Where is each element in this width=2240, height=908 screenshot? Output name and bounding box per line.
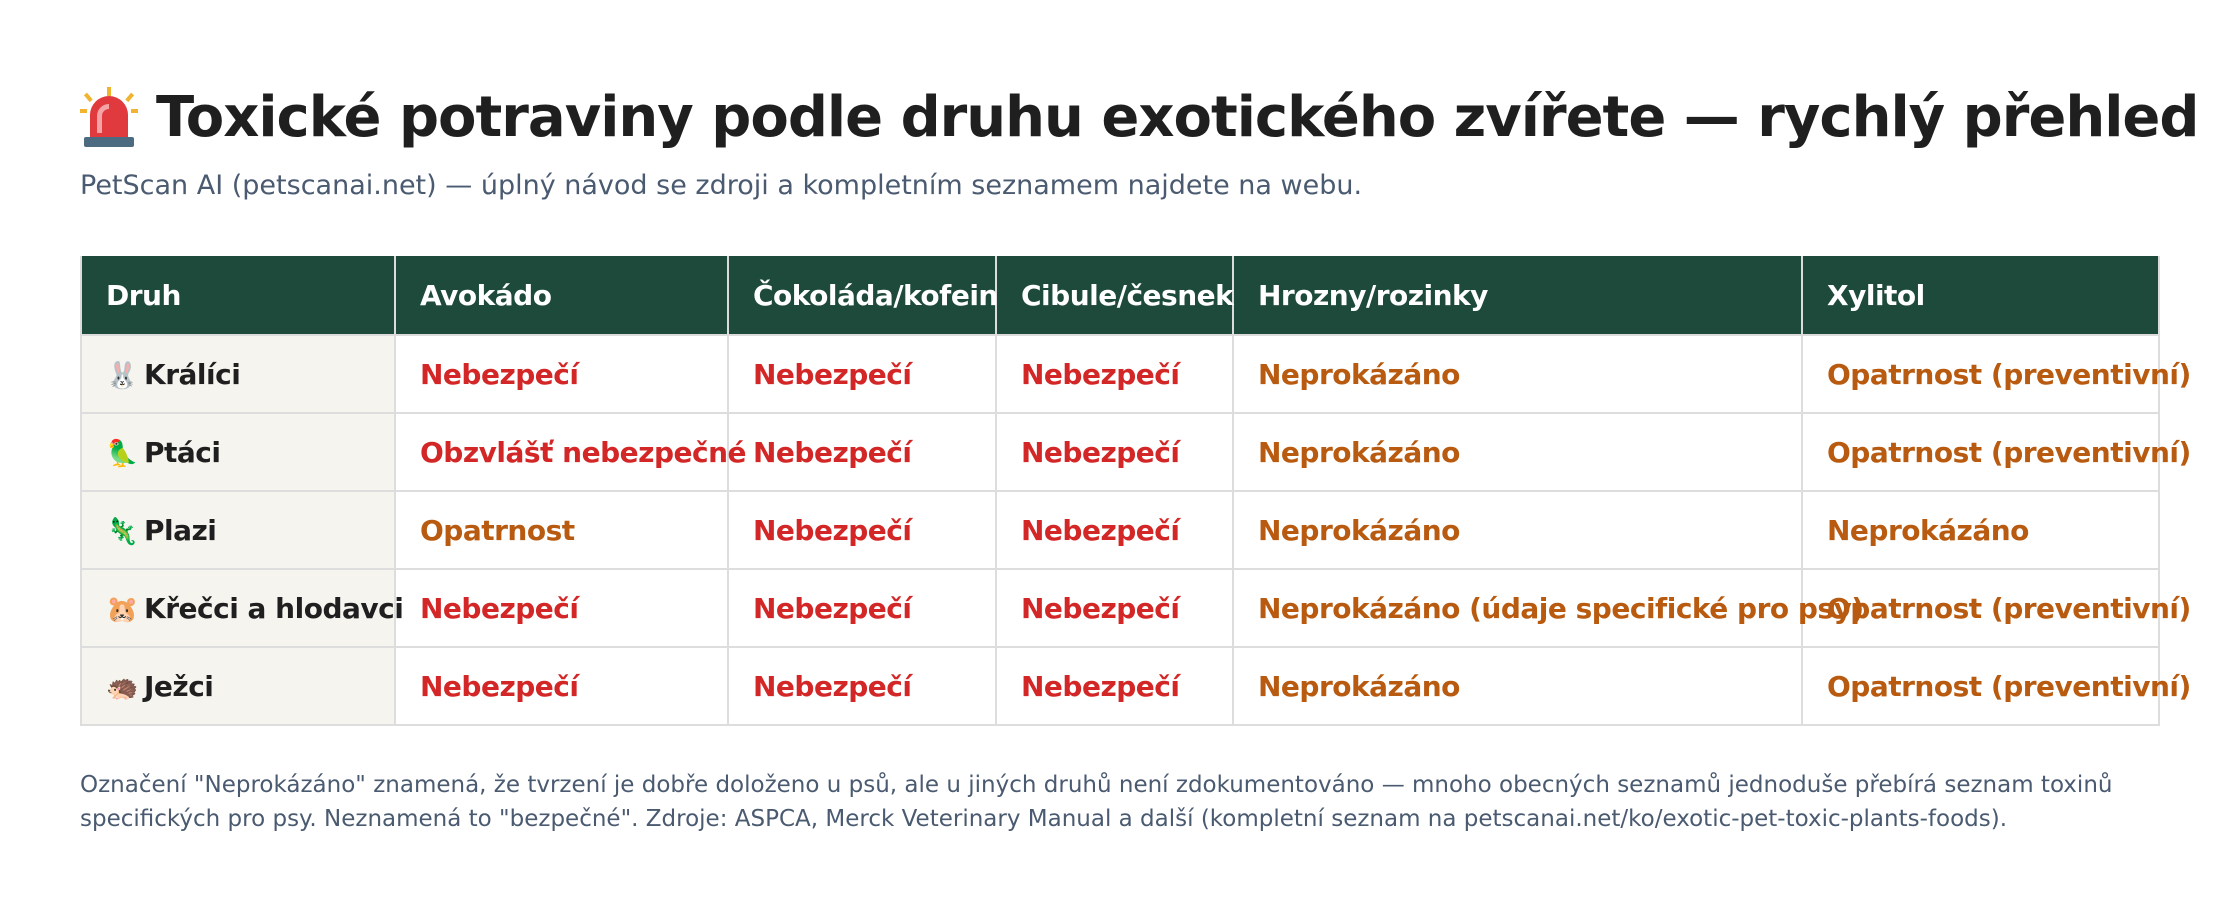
column-header: Cibule/česnek <box>996 256 1233 335</box>
column-header: Čokoláda/kofein <box>728 256 996 335</box>
status-cell: Nebezpečí <box>728 647 996 725</box>
status-cell: Nebezpečí <box>395 335 728 413</box>
species-name: Králíci <box>144 357 241 391</box>
table-header-row <box>81 256 2159 335</box>
status-cell: Opatrnost (preventivní) <box>1802 647 2159 725</box>
species-name: Plazi <box>144 513 217 547</box>
status-cell: Obzvlášť nebezpečné <box>395 413 728 491</box>
table-row <box>81 491 2159 569</box>
column-header: Xylitol <box>1802 256 2159 335</box>
table-row <box>81 413 2159 491</box>
table-row <box>81 569 2159 647</box>
species-emoji-icon: 🦎 <box>106 516 138 547</box>
status-cell: Neprokázáno <box>1233 491 1802 569</box>
status-cell: Nebezpečí <box>728 335 996 413</box>
table-header <box>81 256 2159 335</box>
table-row <box>81 335 2159 413</box>
status-cell: Nebezpečí <box>996 335 1233 413</box>
status-cell: Nebezpečí <box>395 569 728 647</box>
status-cell: Opatrnost (preventivní) <box>1802 413 2159 491</box>
species-emoji-icon: 🦜 <box>106 438 138 469</box>
status-cell: Neprokázáno <box>1233 647 1802 725</box>
species-emoji-icon: 🐹 <box>106 594 138 625</box>
table-body <box>81 335 2191 725</box>
species-cell <box>81 647 395 725</box>
species-name: Křečci a hlodavci <box>144 591 404 625</box>
page-subtitle: PetScan AI (petscanai.net) — úplný návod se zdroji a kompletním seznamem najdete na webu. <box>80 170 1363 201</box>
status-cell: Neprokázáno (údaje specifické pro psy) <box>1233 569 1802 647</box>
status-cell: Nebezpečí <box>996 491 1233 569</box>
toxicity-table <box>80 256 2191 726</box>
species-emoji-icon: 🦔 <box>106 672 138 703</box>
page-content <box>80 80 2199 836</box>
status-cell: Nebezpečí <box>395 647 728 725</box>
column-header: Avokádo <box>395 256 728 335</box>
status-cell: Nebezpečí <box>996 647 1233 725</box>
species-name: Ježci <box>144 669 214 703</box>
column-header: Druh <box>81 256 395 335</box>
status-cell: Nebezpečí <box>728 491 996 569</box>
species-cell <box>81 569 404 647</box>
table-row <box>81 647 2159 725</box>
footnote: Označení "Neprokázáno" znamená, že tvrzení je dobře doloženo u psů, ale u jiných druhů není zdokumentováno — mnoho obecných seznamů jednoduše přebírá seznam toxinů specifických pro psy. Neznamená to "bezpečné". Zdroje: ASPCA, Merck Veterinary Manual a další (kompletní seznam na petscanai.net/ko/exotic-pet-toxic-plants-foods). <box>80 772 2113 832</box>
status-cell: Nebezpečí <box>728 569 996 647</box>
status-cell: Opatrnost (preventivní) <box>1802 335 2159 413</box>
status-cell: Neprokázáno <box>1233 335 1802 413</box>
page-title-text: Toxické potraviny podle druhu exotického zvířete — rychlý přehled <box>156 85 2199 150</box>
page-title <box>80 80 2199 156</box>
species-name: Ptáci <box>144 435 221 469</box>
species-cell <box>81 491 395 569</box>
status-cell: Nebezpečí <box>996 569 1233 647</box>
species-cell <box>81 413 395 491</box>
column-header: Hrozny/rozinky <box>1233 256 1802 335</box>
species-emoji-icon: 🐰 <box>106 360 138 391</box>
status-cell: Nebezpečí <box>996 413 1233 491</box>
species-cell <box>81 335 395 413</box>
status-cell: Neprokázáno <box>1233 413 1802 491</box>
status-cell: Opatrnost (preventivní) <box>1802 569 2159 647</box>
status-cell: Nebezpečí <box>728 413 996 491</box>
status-cell: Neprokázáno <box>1802 491 2159 569</box>
rotating-light-icon <box>80 87 138 149</box>
status-cell: Opatrnost <box>395 491 728 569</box>
